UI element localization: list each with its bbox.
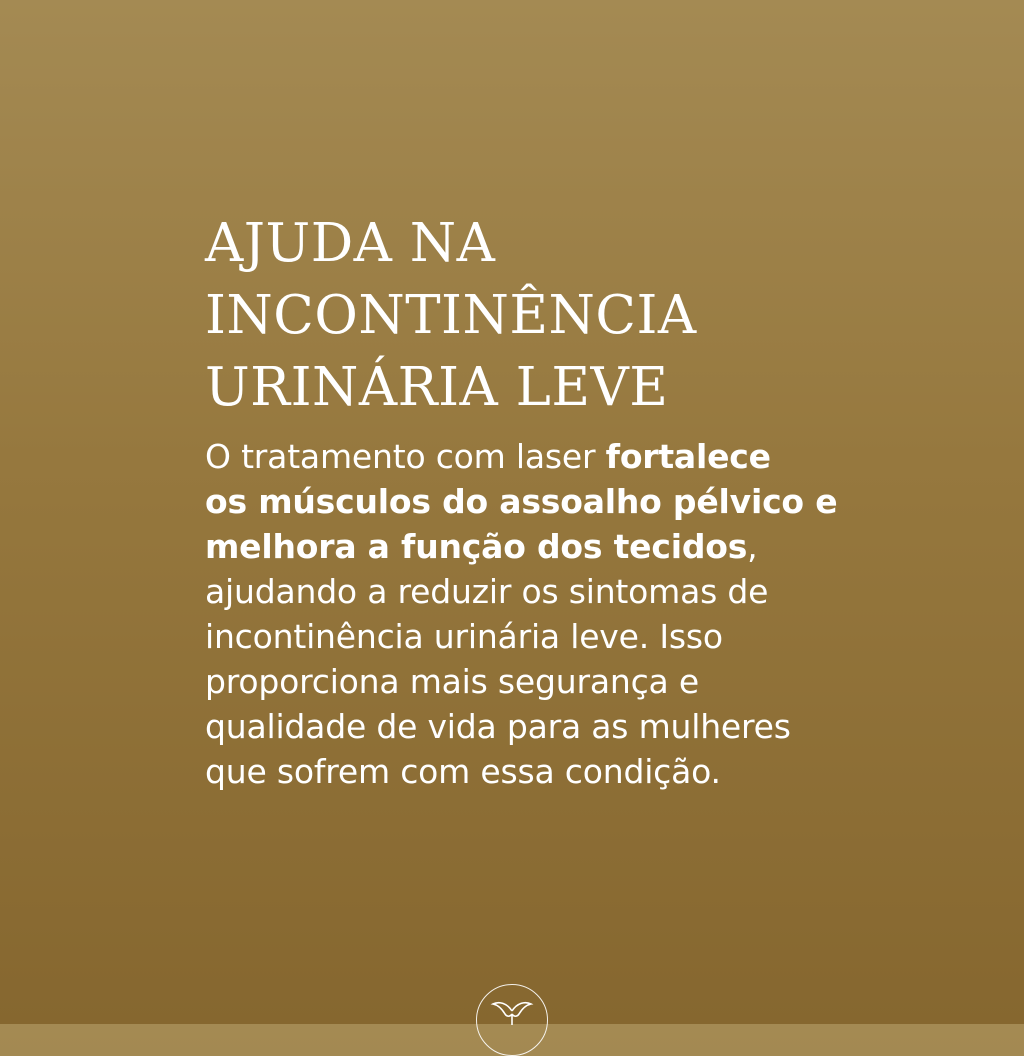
body-line: qualidade de vida para as mulheres: [205, 707, 791, 746]
body-line: ajudando a reduzir os sintomas de: [205, 572, 769, 611]
body-text-normal: ,: [747, 527, 758, 566]
body-paragraph: [205, 434, 845, 794]
body-line: [205, 434, 845, 479]
title-line: AJUDA NA: [205, 213, 496, 274]
body-text-bold: os músculos do assoalho pélvico e: [205, 482, 838, 521]
content-block: [205, 208, 845, 794]
body-text-bold: fortalece: [605, 437, 771, 476]
title-line: INCONTINÊNCIA: [205, 285, 697, 346]
body-line: [205, 524, 845, 569]
title-line: URINÁRIA LEVE: [205, 357, 669, 418]
leaf-logo-icon: [489, 995, 535, 1025]
body-line: [205, 479, 845, 524]
body-line: incontinência urinária leve. Isso: [205, 617, 723, 656]
body-text-normal: O tratamento com laser: [205, 437, 606, 476]
brand-logo: [476, 984, 548, 1056]
body-text-bold: melhora a função dos tecidos: [205, 527, 748, 566]
body-line: que sofrem com essa condição.: [205, 752, 721, 791]
page-title: [205, 208, 845, 424]
body-line: proporciona mais segurança e: [205, 662, 699, 701]
